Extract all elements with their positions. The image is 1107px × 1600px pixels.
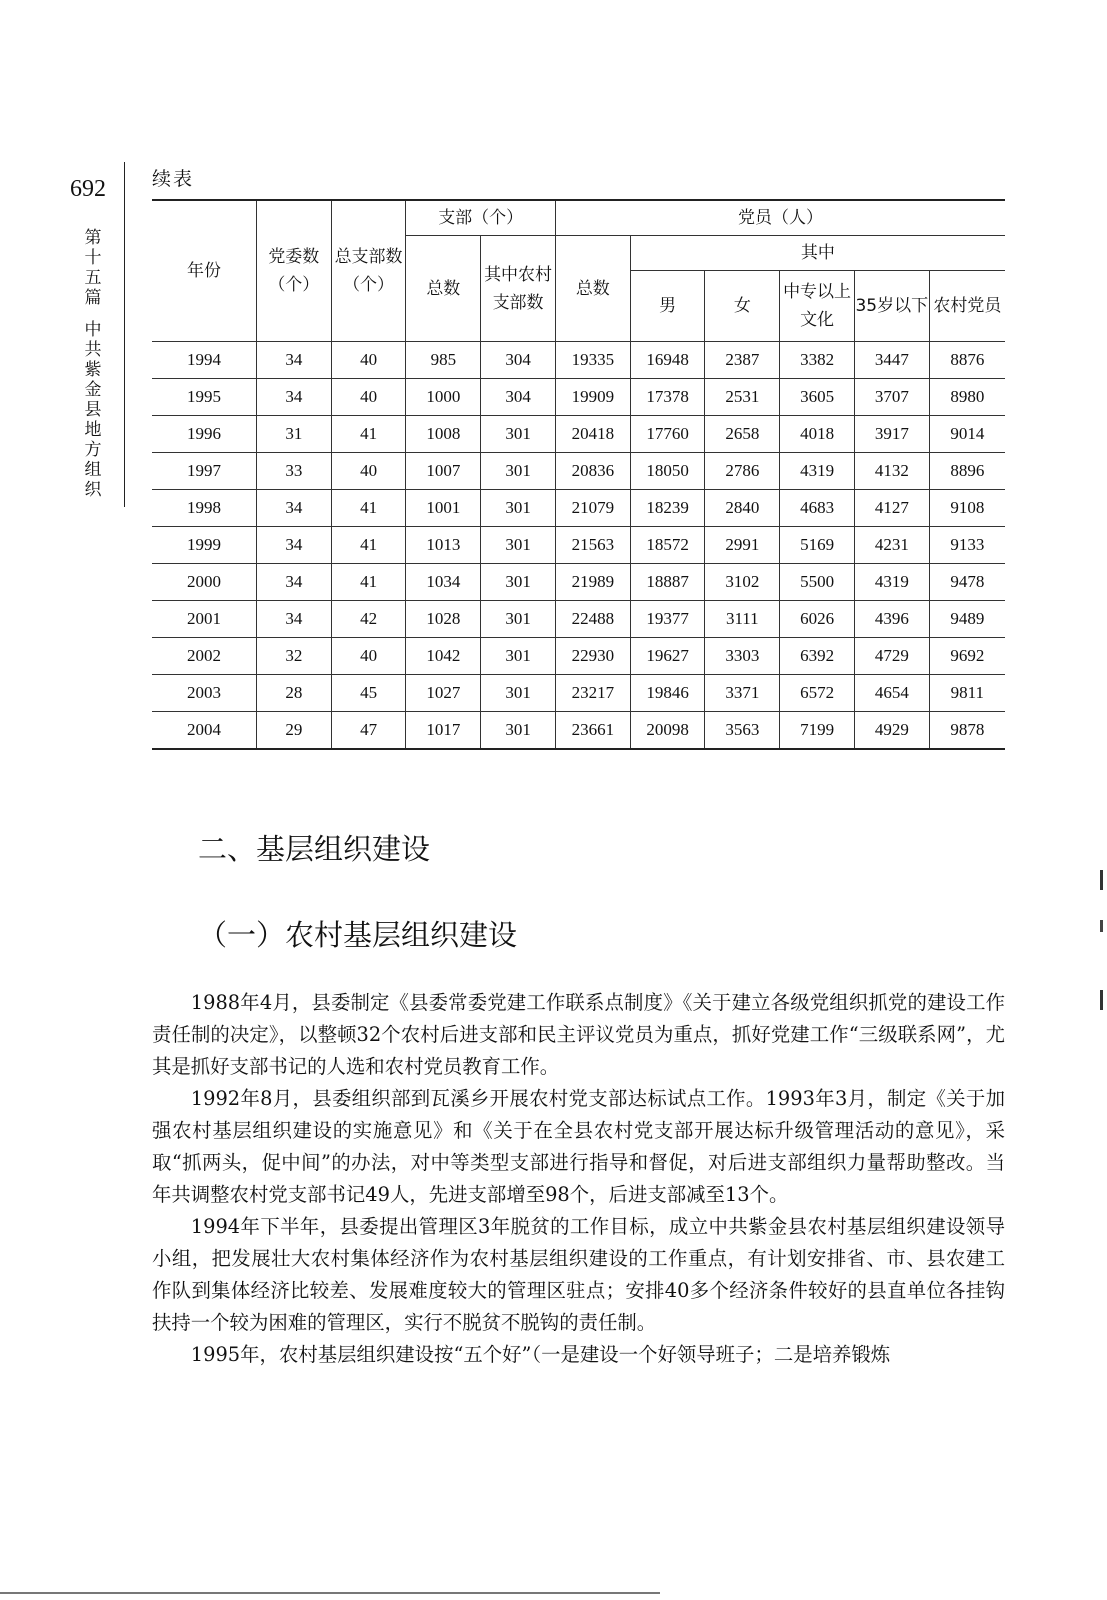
table-cell: 1000 — [406, 379, 481, 416]
table-cell: 41 — [331, 416, 406, 453]
table-cell: 41 — [331, 564, 406, 601]
table-cell: 1028 — [406, 601, 481, 638]
table-cell: 2004 — [152, 712, 256, 750]
table-cell: 301 — [481, 638, 556, 675]
running-title-char: 紫 — [84, 360, 102, 380]
header-under-35: 35岁以下 — [854, 271, 929, 342]
table-cell: 17760 — [630, 416, 705, 453]
table-cell: 9878 — [929, 712, 1005, 750]
header-members-group: 党员（人） — [555, 200, 1005, 236]
table-continued-label: 续表 — [152, 168, 195, 190]
running-title-char: 中 — [84, 320, 102, 340]
running-title-char: 地 — [84, 420, 102, 440]
table-cell: 9133 — [929, 527, 1005, 564]
table-cell: 34 — [256, 379, 331, 416]
header-branch-total: 总数 — [406, 236, 481, 342]
table-cell: 42 — [331, 601, 406, 638]
table-row — [152, 527, 1005, 564]
running-title-char: 方 — [84, 440, 102, 460]
table-cell: 1017 — [406, 712, 481, 750]
margin-rule — [124, 162, 125, 507]
table-cell: 4127 — [854, 490, 929, 527]
scan-edge-marks — [1100, 870, 1103, 1100]
table-cell: 2387 — [705, 342, 780, 379]
table-cell: 20098 — [630, 712, 705, 750]
table-cell: 9108 — [929, 490, 1005, 527]
table-cell: 301 — [481, 490, 556, 527]
table-cell: 8896 — [929, 453, 1005, 490]
table-cell: 23661 — [555, 712, 630, 750]
table-cell: 4319 — [780, 453, 855, 490]
table-cell: 5169 — [780, 527, 855, 564]
table-cell: 1034 — [406, 564, 481, 601]
table-cell: 3382 — [780, 342, 855, 379]
table-cell: 40 — [331, 638, 406, 675]
table-cell: 40 — [331, 342, 406, 379]
table-cell: 9014 — [929, 416, 1005, 453]
paragraph: 1995年，农村基层组织建设按“五个好”（一是建设一个好领导班子；二是培养锻炼 — [190, 1343, 891, 1366]
table-cell: 301 — [481, 601, 556, 638]
table-cell: 18887 — [630, 564, 705, 601]
table-cell: 3605 — [780, 379, 855, 416]
table-cell: 1042 — [406, 638, 481, 675]
table-cell: 34 — [256, 527, 331, 564]
table-cell: 3707 — [854, 379, 929, 416]
table-cell: 22488 — [555, 601, 630, 638]
table-cell: 47 — [331, 712, 406, 750]
table-cell: 1994 — [152, 342, 256, 379]
running-title-char — [80, 308, 106, 320]
table-row — [152, 379, 1005, 416]
table-cell: 4018 — [780, 416, 855, 453]
table-cell: 20418 — [555, 416, 630, 453]
table-cell: 41 — [331, 527, 406, 564]
running-title-char: 金 — [84, 380, 102, 400]
running-title-char: 组 — [84, 460, 102, 480]
table-cell: 28 — [256, 675, 331, 712]
running-title-char: 十 — [84, 248, 102, 268]
table-cell: 4132 — [854, 453, 929, 490]
table-cell: 6572 — [780, 675, 855, 712]
table-cell: 2840 — [705, 490, 780, 527]
header-members-total: 总数 — [555, 236, 630, 342]
table-cell: 21079 — [555, 490, 630, 527]
table-row — [152, 712, 1005, 750]
paragraph: 1992年8月，县委组织部到瓦溪乡开展农村党支部达标试点工作。1993年3月，制定《关于加强农村基层组织建设的实施意见》和《关于在全县农村党支部开展达标升级管理活动的意见》，采取“抓两头，促中间”的办法，对中等类型支部进行指导和督促，对后进支部组织力量帮助整改。当年共调整农村党支部书记49人，先进支部增至98个，后进支部减至13个。 — [152, 1087, 1005, 1206]
table-cell: 4231 — [854, 527, 929, 564]
table-body — [152, 342, 1005, 750]
table-row — [152, 601, 1005, 638]
table-cell: 34 — [256, 564, 331, 601]
party-statistics-table — [152, 199, 1005, 750]
table-cell: 2001 — [152, 601, 256, 638]
table-cell: 2000 — [152, 564, 256, 601]
header-members-of-which: 其中 — [630, 236, 1005, 271]
scan-bottom-edge — [0, 1592, 660, 1594]
table-cell: 3111 — [705, 601, 780, 638]
header-year: 年份 — [152, 200, 256, 342]
table-cell: 34 — [256, 342, 331, 379]
table-cell: 3371 — [705, 675, 780, 712]
section-heading: 二、基层组织建设 — [198, 832, 431, 866]
table-cell: 3917 — [854, 416, 929, 453]
table-cell: 301 — [481, 453, 556, 490]
table-cell: 8980 — [929, 379, 1005, 416]
table-cell: 1998 — [152, 490, 256, 527]
table-cell: 1001 — [406, 490, 481, 527]
header-rural-members: 农村党员 — [929, 271, 1005, 342]
table-cell: 4396 — [854, 601, 929, 638]
table-cell: 985 — [406, 342, 481, 379]
table-cell: 23217 — [555, 675, 630, 712]
header-male: 男 — [630, 271, 705, 342]
table-cell: 9692 — [929, 638, 1005, 675]
table-cell: 301 — [481, 675, 556, 712]
running-title — [80, 228, 106, 500]
header-secondary-plus: 中专以上文化 — [780, 271, 855, 342]
running-title-char: 县 — [84, 400, 102, 420]
page-number: 692 — [70, 176, 106, 202]
table-cell: 9811 — [929, 675, 1005, 712]
table-cell: 1999 — [152, 527, 256, 564]
running-title-char: 五 — [84, 268, 102, 288]
table-row — [152, 675, 1005, 712]
table-cell: 19335 — [555, 342, 630, 379]
header-female: 女 — [705, 271, 780, 342]
table-row — [152, 453, 1005, 490]
table-cell: 3303 — [705, 638, 780, 675]
table-cell: 2531 — [705, 379, 780, 416]
table-row — [152, 342, 1005, 379]
table-cell: 21563 — [555, 527, 630, 564]
running-title-char: 第 — [84, 228, 102, 248]
table-row — [152, 416, 1005, 453]
table-cell: 4654 — [854, 675, 929, 712]
table-cell: 2658 — [705, 416, 780, 453]
table-cell: 18239 — [630, 490, 705, 527]
table-cell: 6392 — [780, 638, 855, 675]
table-cell: 304 — [481, 379, 556, 416]
table-cell: 33 — [256, 453, 331, 490]
table-cell: 19846 — [630, 675, 705, 712]
table-row — [152, 564, 1005, 601]
table-cell: 4319 — [854, 564, 929, 601]
table-cell: 2003 — [152, 675, 256, 712]
running-title-char: 织 — [84, 480, 102, 500]
table-cell: 301 — [481, 416, 556, 453]
header-branches-group: 支部（个） — [406, 200, 556, 236]
table-cell: 16948 — [630, 342, 705, 379]
table-cell: 9478 — [929, 564, 1005, 601]
table-cell: 7199 — [780, 712, 855, 750]
table-cell: 34 — [256, 490, 331, 527]
table-cell: 5500 — [780, 564, 855, 601]
table-cell: 40 — [331, 379, 406, 416]
header-branch-rural: 其中农村支部数 — [481, 236, 556, 342]
table-cell: 2002 — [152, 638, 256, 675]
table-cell: 20836 — [555, 453, 630, 490]
table-cell: 1996 — [152, 416, 256, 453]
table-cell: 21989 — [555, 564, 630, 601]
table-cell: 22930 — [555, 638, 630, 675]
table-cell: 9489 — [929, 601, 1005, 638]
subsection-heading: （一）农村基层组织建设 — [198, 918, 518, 952]
table-cell: 18050 — [630, 453, 705, 490]
table-cell: 45 — [331, 675, 406, 712]
running-title-char: 共 — [84, 340, 102, 360]
table-cell: 19627 — [630, 638, 705, 675]
table-cell: 6026 — [780, 601, 855, 638]
table-cell: 34 — [256, 601, 331, 638]
table-cell: 3563 — [705, 712, 780, 750]
table-cell: 32 — [256, 638, 331, 675]
running-title-char: 篇 — [84, 288, 102, 308]
table-cell: 1027 — [406, 675, 481, 712]
table-cell: 3102 — [705, 564, 780, 601]
table-cell: 2991 — [705, 527, 780, 564]
table-cell: 1007 — [406, 453, 481, 490]
header-general-branches: 总支部数（个） — [331, 200, 406, 342]
table-row — [152, 490, 1005, 527]
table-cell: 18572 — [630, 527, 705, 564]
table-cell: 1013 — [406, 527, 481, 564]
table-cell: 2786 — [705, 453, 780, 490]
paragraph: 1988年4月，县委制定《县委常委党建工作联系点制度》《关于建立各级党组织抓党的建设工作责任制的决定》，以整顿32个农村后进支部和民主评议党员为重点，抓好党建工作“三级联系网”，尤其是抓好支部书记的人选和农村党员教育工作。 — [152, 991, 1005, 1078]
body-text — [152, 987, 1005, 1371]
table-cell: 31 — [256, 416, 331, 453]
table-cell: 41 — [331, 490, 406, 527]
table-cell: 1995 — [152, 379, 256, 416]
table-cell: 4683 — [780, 490, 855, 527]
table-row — [152, 638, 1005, 675]
table-cell: 4729 — [854, 638, 929, 675]
table-cell: 1008 — [406, 416, 481, 453]
table-cell: 40 — [331, 453, 406, 490]
table-cell: 304 — [481, 342, 556, 379]
table-cell: 17378 — [630, 379, 705, 416]
table-cell: 301 — [481, 564, 556, 601]
table-cell: 4929 — [854, 712, 929, 750]
table-cell: 3447 — [854, 342, 929, 379]
paragraph: 1994年下半年，县委提出管理区3年脱贫的工作目标，成立中共紫金县农村基层组织建设领导小组，把发展壮大农村集体经济作为农村基层组织建设的工作重点，有计划安排省、市、县农建工作队到集体经济比较差、发展难度较大的管理区驻点；安排40多个经济条件较好的县直单位各挂钩扶持一个较为困难的管理区，实行不脱贫不脱钩的责任制。 — [152, 1215, 1005, 1334]
table-cell: 1997 — [152, 453, 256, 490]
header-party-committees: 党委数（个） — [256, 200, 331, 342]
table-cell: 29 — [256, 712, 331, 750]
table-cell: 301 — [481, 527, 556, 564]
table-cell: 8876 — [929, 342, 1005, 379]
table-cell: 19909 — [555, 379, 630, 416]
table-cell: 301 — [481, 712, 556, 750]
table-cell: 19377 — [630, 601, 705, 638]
